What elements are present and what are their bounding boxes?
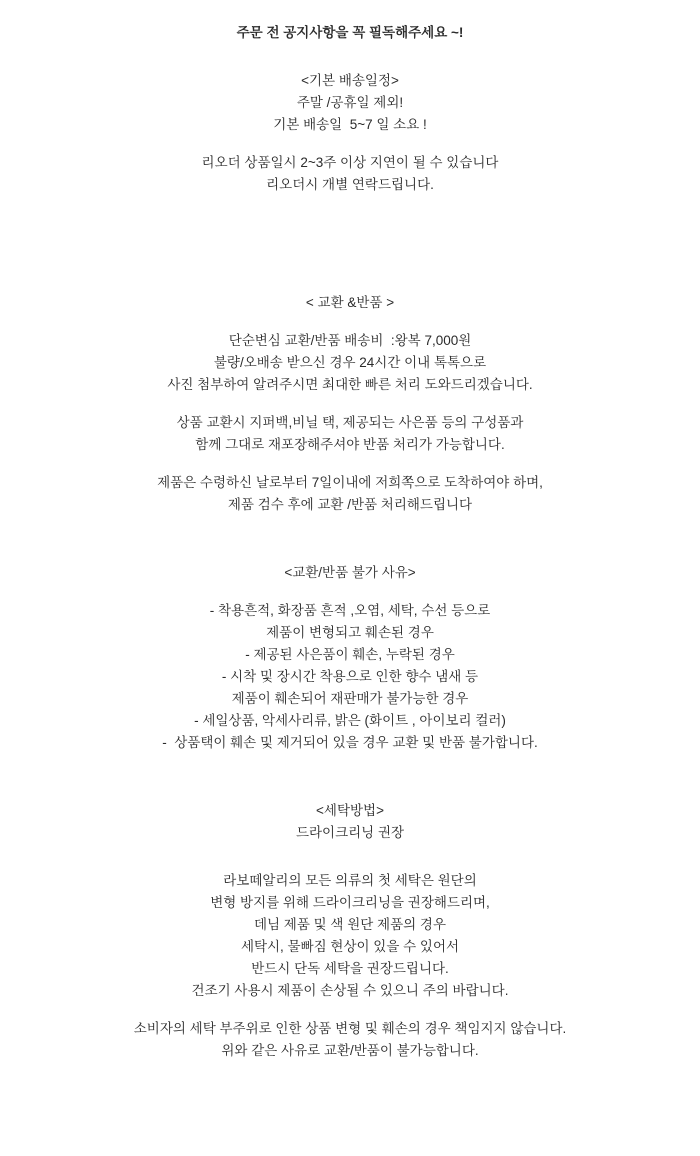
spacer bbox=[40, 396, 660, 412]
spacer bbox=[40, 136, 660, 152]
shipping-reorder-line-2: 리오더시 개별 연락드립니다. bbox=[266, 177, 434, 192]
washing-subheading: 드라이크리닝 권장 bbox=[295, 825, 405, 840]
spacer bbox=[40, 754, 660, 800]
washing-line-5: 반드시 단독 세탁을 권장드립니다. bbox=[251, 961, 449, 976]
spacer bbox=[40, 314, 660, 330]
deadline-line-1: 제품은 수령하신 날로부터 7일이내에 저희쪽으로 도착하여야 하며, bbox=[157, 475, 543, 490]
defect-line-1: 불량/오배송 받으신 경우 24시간 이내 톡톡으로 bbox=[213, 355, 487, 370]
washing-line-2: 변형 방지를 위해 드라이크리닝을 권장해드리며, bbox=[210, 895, 490, 910]
not-available-line-4: - 시착 및 장시간 착용으로 인한 향수 냄새 등 bbox=[221, 669, 479, 684]
exchange-return-heading: < 교환 &반품 > bbox=[305, 295, 395, 310]
washing-line-4: 세탁시, 물빠짐 현상이 있을 수 있어서 bbox=[240, 939, 460, 954]
repack-line-1: 상품 교환시 지퍼백,비닐 택, 제공되는 사은품 등의 구성품과 bbox=[176, 415, 524, 430]
shipping-section bbox=[40, 70, 660, 196]
washing-heading: <세탁방법> bbox=[316, 803, 384, 818]
exchange-return-section bbox=[40, 292, 660, 516]
spacer bbox=[40, 584, 660, 600]
washing-line-1: 라보떼알리의 모든 의류의 첫 세탁은 원단의 bbox=[223, 873, 477, 888]
repack-line-2: 함께 그대로 재포장해주셔야 반품 처리가 가능합니다. bbox=[195, 437, 505, 452]
deadline-line-2: 제품 검수 후에 교환 /반품 처리해드립니다 bbox=[227, 497, 473, 512]
washing-line-6: 건조기 사용시 제품이 손상될 수 있으니 주의 바랍니다. bbox=[191, 983, 509, 998]
shipping-reorder-line-1: 리오더 상품일시 2~3주 이상 지연이 될 수 있습니다 bbox=[201, 155, 499, 170]
not-available-line-2: 제품이 변형되고 훼손된 경우 bbox=[266, 625, 434, 640]
not-available-line-7: - 상품택이 훼손 및 제거되어 있을 경우 교환 및 반품 불가합니다. bbox=[162, 735, 538, 750]
spacer bbox=[40, 844, 660, 870]
notice-title-block bbox=[40, 22, 660, 44]
not-available-line-1: - 착용흔적, 화장품 흔적 ,오염, 세탁, 수선 등으로 bbox=[209, 603, 491, 618]
shipping-heading: <기본 배송일정> bbox=[301, 73, 399, 88]
not-available-line-3: - 제공된 사은품이 훼손, 누락된 경우 bbox=[245, 647, 455, 662]
not-available-heading: <교환/반품 불가 사유> bbox=[284, 565, 416, 580]
not-available-line-6: - 세일상품, 악세사리류, 밝은 (화이트 , 아이보리 컬러) bbox=[194, 713, 506, 728]
spacer bbox=[40, 456, 660, 472]
exchange-fee-line: 단순변심 교환/반품 배송비 :왕복 7,000원 bbox=[228, 333, 472, 348]
washing-disclaimer-line-1: 소비자의 세탁 부주위로 인한 상품 변형 및 훼손의 경우 책임지지 않습니다. bbox=[133, 1021, 567, 1036]
spacer bbox=[40, 44, 660, 70]
washing-line-3: 데님 제품 및 색 원단 제품의 경우 bbox=[253, 917, 447, 932]
shipping-line-1: 주말 /공휴일 제외! bbox=[296, 95, 404, 110]
spacer bbox=[40, 196, 660, 292]
shipping-line-2: 기본 배송일 5~7 일 소요 ! bbox=[273, 117, 427, 132]
notice-title: 주문 전 공지사항을 꼭 필독해주세요 ~! bbox=[236, 25, 464, 40]
spacer bbox=[40, 1002, 660, 1018]
defect-line-2: 사진 첨부하여 알려주시면 최대한 빠른 처리 도와드리겠습니다. bbox=[167, 377, 533, 392]
spacer bbox=[40, 516, 660, 562]
not-available-line-5: 제품이 훼손되어 재판매가 불가능한 경우 bbox=[231, 691, 469, 706]
not-available-section bbox=[40, 562, 660, 754]
washing-section bbox=[40, 800, 660, 1062]
washing-disclaimer-line-2: 위와 같은 사유로 교환/반품이 불가능합니다. bbox=[221, 1043, 479, 1058]
